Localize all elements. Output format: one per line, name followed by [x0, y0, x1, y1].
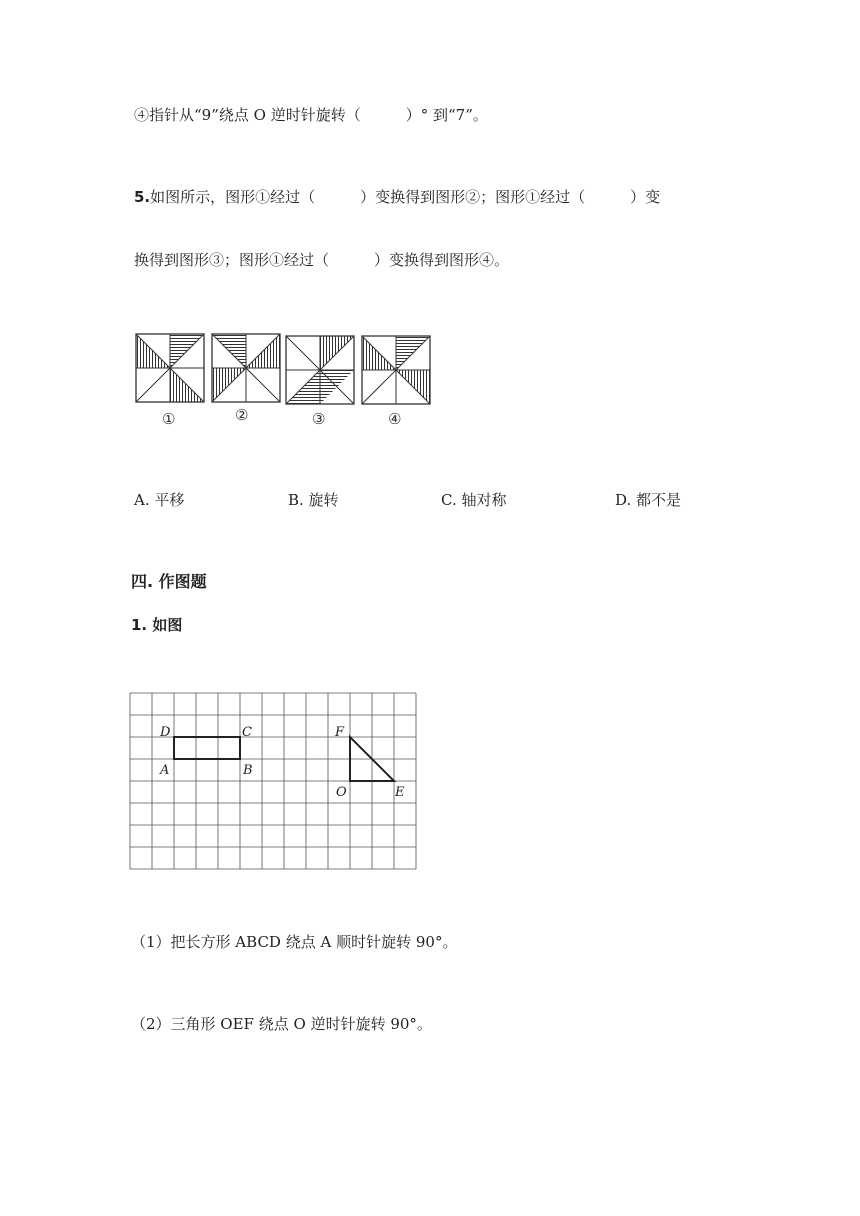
label-a: A — [160, 763, 170, 778]
figure-3 — [286, 336, 354, 404]
label-c: C — [242, 725, 252, 740]
figure-1 — [136, 334, 204, 402]
question-1-title-text: 1. 如图 — [131, 616, 183, 634]
grid-figure — [129, 692, 419, 872]
option-b: B. 旋转 — [288, 491, 339, 509]
figure-label-3: ③ — [312, 410, 326, 428]
task-2: （2）三角形 OEF 绕点 O 逆时针旋转 90°。 — [131, 1015, 432, 1033]
question-1-title — [131, 615, 182, 635]
question-5-line-1 — [134, 187, 660, 207]
label-f: F — [335, 725, 345, 740]
option-a: A. 平移 — [134, 491, 185, 509]
label-e: E — [395, 785, 405, 800]
section-heading: 四. 作图题 — [131, 572, 207, 591]
transform-figures — [134, 332, 454, 432]
figure-label-2: ② — [235, 406, 249, 424]
rectangle-abcd — [174, 737, 240, 759]
question-5-line-2: 换得到图形③；图形①经过（ ）变换得到图形④。 — [134, 251, 510, 269]
label-o: O — [336, 785, 347, 800]
figure-4 — [362, 336, 430, 404]
task-1: （1）把长方形 ABCD 绕点 A 顺时针旋转 90°。 — [131, 933, 458, 951]
question-5-number: 5. — [134, 188, 151, 206]
option-d: D. 都不是 — [615, 491, 682, 509]
figure-label-4: ④ — [388, 410, 402, 428]
figure-label-1: ① — [162, 410, 176, 428]
question-4-item-4: ④指针从“9”绕点 O 逆时针旋转（ ）° 到“7”。 — [134, 106, 488, 124]
figure-2 — [212, 334, 280, 402]
option-c: C. 轴对称 — [441, 491, 507, 509]
label-d: D — [160, 725, 171, 740]
label-b: B — [243, 763, 253, 778]
question-5-text-1: 如图所示，图形①经过（ ）变换得到图形②；图形①经过（ ）变 — [150, 188, 661, 206]
